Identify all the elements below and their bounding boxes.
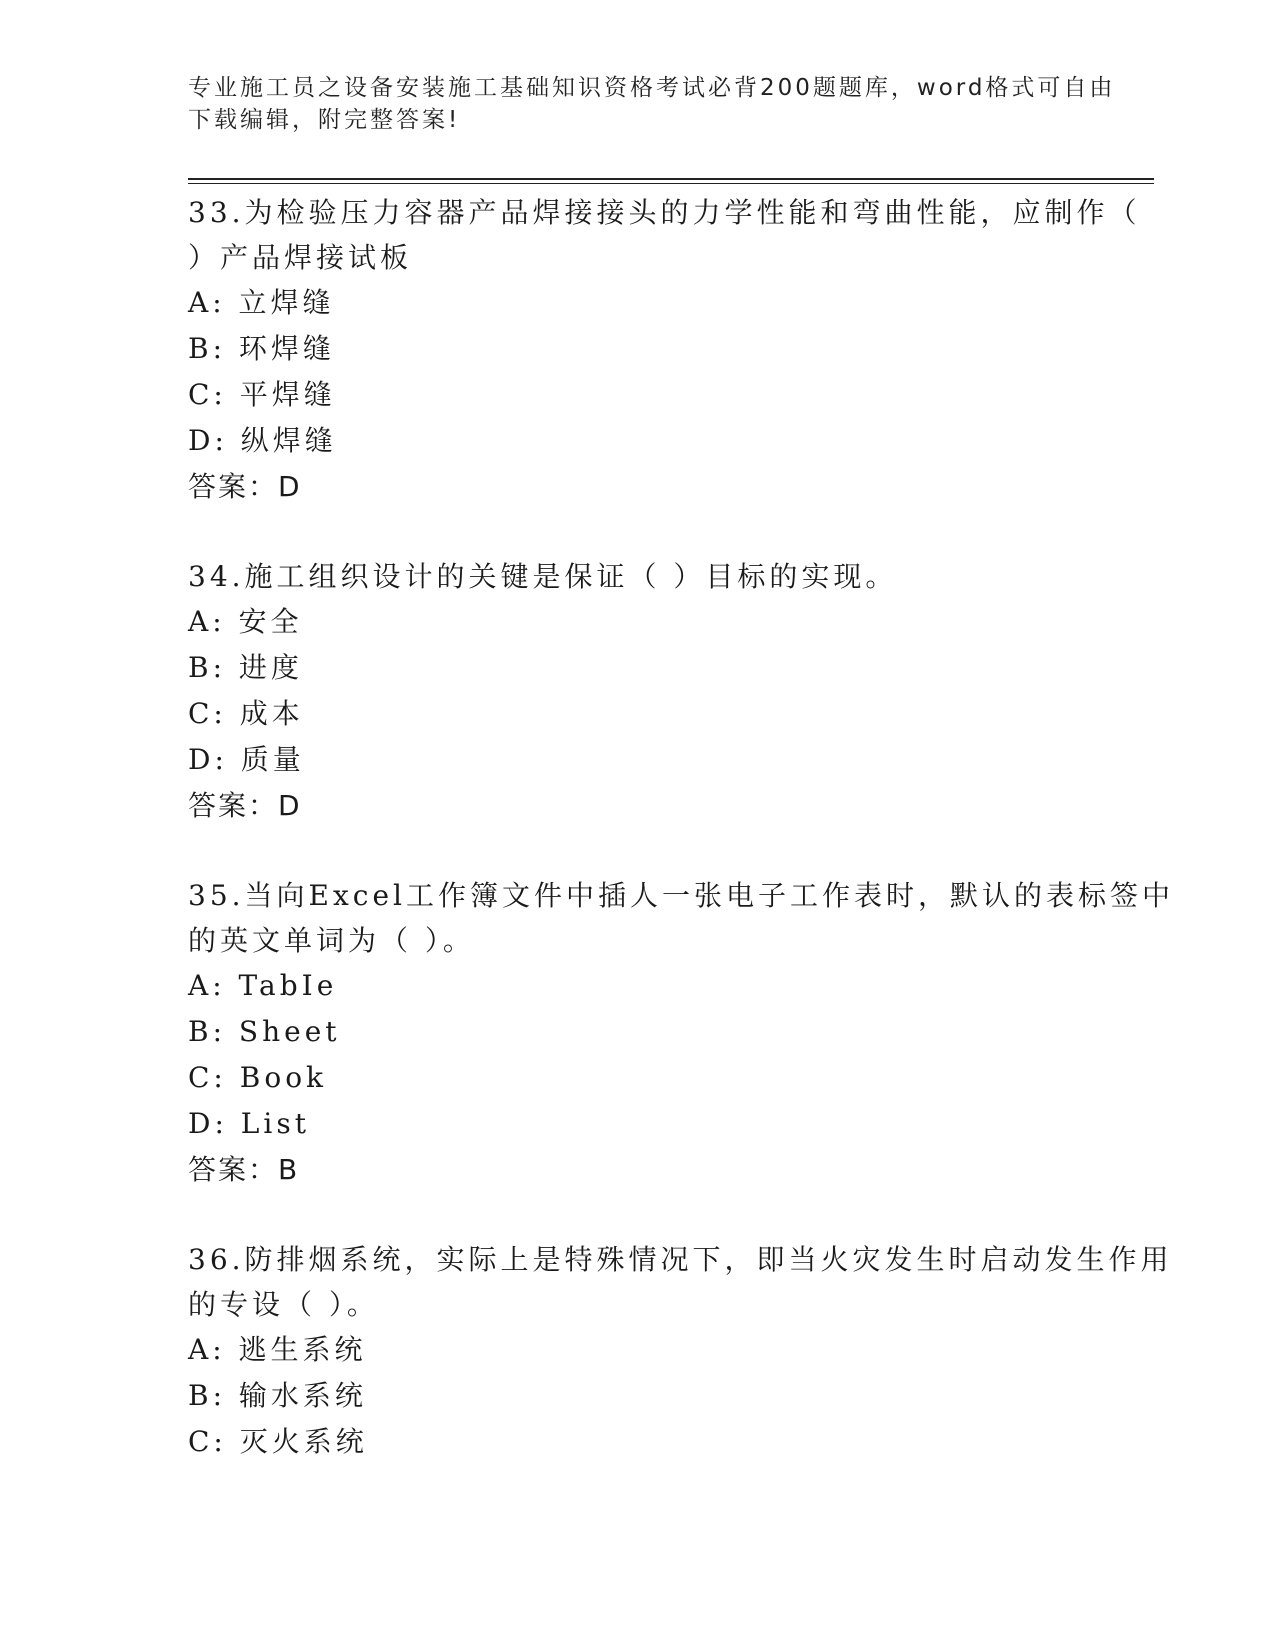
- question-35: [188, 873, 1174, 1193]
- question-33: [188, 190, 1141, 510]
- question-36: [188, 1237, 1173, 1465]
- question-stem-line: ）产品焊接试板: [188, 241, 413, 274]
- header-divider-thin: [188, 183, 1154, 184]
- header-line-2: 下载编辑，附完整答案!: [188, 107, 461, 133]
- question-34: [188, 554, 1088, 829]
- option-c: C: 灭火系统: [188, 1425, 368, 1458]
- option-c: C: 平焊缝: [188, 378, 336, 411]
- question-stem-line: 34.施工组织设计的关键是保证（ ）目标的实现。: [188, 560, 898, 593]
- question-stem-line: 36.防排烟系统，实际上是特殊情况下，即当火灾发生时启动发生作用: [188, 1243, 1173, 1276]
- option-c: C: Book: [188, 1061, 328, 1094]
- header-divider: [188, 178, 1154, 180]
- question-stem-line: 的英文单词为（ ）。: [188, 924, 475, 957]
- question-stem-line: 33.为检验压力容器产品焊接接头的力学性能和弯曲性能，应制作（: [188, 196, 1141, 229]
- option-c: C: 成本: [188, 697, 304, 730]
- answer: 答案：B: [188, 1153, 300, 1186]
- option-b: B: 进度: [188, 651, 303, 684]
- option-d: D: 质量: [188, 743, 305, 776]
- option-a: A: TabIe: [188, 969, 338, 1002]
- answer: 答案：D: [188, 789, 302, 822]
- answer: 答案：D: [188, 470, 302, 503]
- question-stem-line: 35.当向Excel工作簿文件中插人一张电子工作表时，默认的表标签中: [188, 879, 1174, 912]
- option-d: D: List: [188, 1107, 310, 1140]
- header-line-1: 专业施工员之设备安装施工基础知识资格考试必背200题题库，word格式可自由: [188, 75, 1116, 101]
- question-stem-line: 的专设（ ）。: [188, 1288, 379, 1321]
- option-a: A: 逃生系统: [188, 1333, 367, 1366]
- option-d: D: 纵焊缝: [188, 424, 337, 457]
- option-a: A: 立焊缝: [188, 286, 335, 319]
- option-b: B: Sheet: [188, 1015, 341, 1048]
- document-header: [188, 72, 1116, 136]
- option-a: A: 安全: [188, 605, 303, 638]
- option-b: B: 输水系统: [188, 1379, 367, 1412]
- question-list: [188, 190, 1174, 1509]
- option-b: B: 环焊缝: [188, 332, 335, 365]
